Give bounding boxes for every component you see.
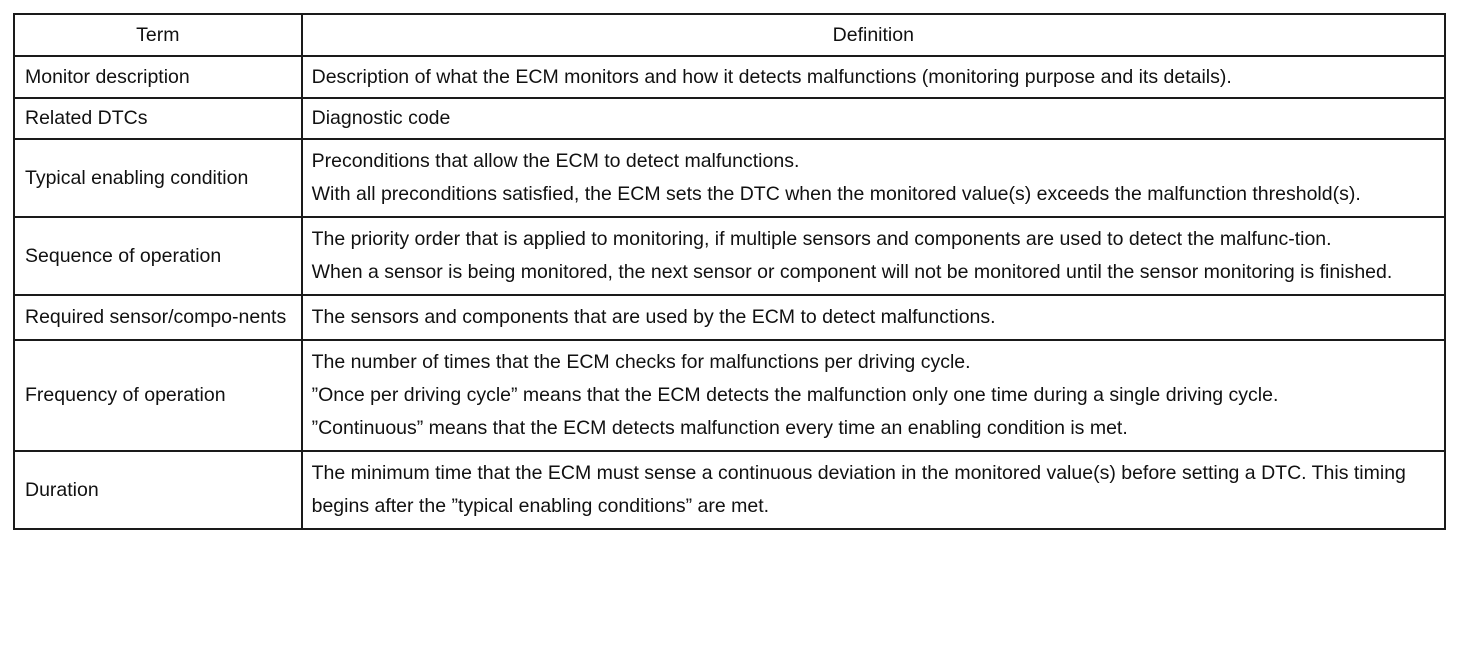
definition-cell [302,217,1445,295]
definition-line: ”Once per driving cycle” means that the ECM detects the malfunction only one time during a single driving cycle. [311,384,1279,406]
table-row [14,451,1445,529]
definition-cell [302,451,1445,529]
column-header-definition: Definition [302,14,1445,56]
term-cell: Related DTCs [14,98,302,139]
column-header-term: Term [14,14,302,56]
term-cell: Required sensor/compo-nents [14,295,302,340]
definition-line: The sensors and components that are used by the ECM to detect malfunctions. [311,306,996,328]
terms-definitions-table [13,13,1446,530]
definition-cell [302,56,1445,98]
table-row [14,295,1445,340]
table-row [14,98,1445,139]
term-cell: Frequency of operation [14,340,302,451]
table-header-row [14,14,1445,56]
table-row [14,340,1445,451]
table-row [14,56,1445,98]
definition-line: Preconditions that allow the ECM to detect malfunctions. [311,150,800,172]
definition-line: The number of times that the ECM checks for malfunctions per driving cycle. [311,351,971,373]
term-cell: Typical enabling condition [14,139,302,217]
definition-line: Diagnostic code [311,107,451,129]
table-row [14,139,1445,217]
definition-cell [302,295,1445,340]
term-cell: Duration [14,451,302,529]
definition-cell [302,340,1445,451]
definition-cell [302,98,1445,139]
table-row [14,217,1445,295]
definition-line: The minimum time that the ECM must sense a continuous deviation in the monitored value(s) before setting a DTC. This timing begins after the ”typical enabling conditions” are met. [311,462,1406,517]
definition-line: When a sensor is being monitored, the next sensor or component will not be monitored until the sensor monitoring is finished. [311,261,1393,283]
term-cell: Sequence of operation [14,217,302,295]
definition-cell [302,139,1445,217]
definition-line: The priority order that is applied to monitoring, if multiple sensors and components are used to detect the malfunc-tion. [311,228,1332,250]
definition-line: ”Continuous” means that the ECM detects malfunction every time an enabling condition is met. [311,417,1128,439]
definition-line: With all preconditions satisfied, the ECM sets the DTC when the monitored value(s) exceeds the malfunction threshold(s). [311,183,1361,205]
term-cell: Monitor description [14,56,302,98]
definition-line: Description of what the ECM monitors and how it detects malfunctions (monitoring purpose and its details). [311,65,1232,88]
